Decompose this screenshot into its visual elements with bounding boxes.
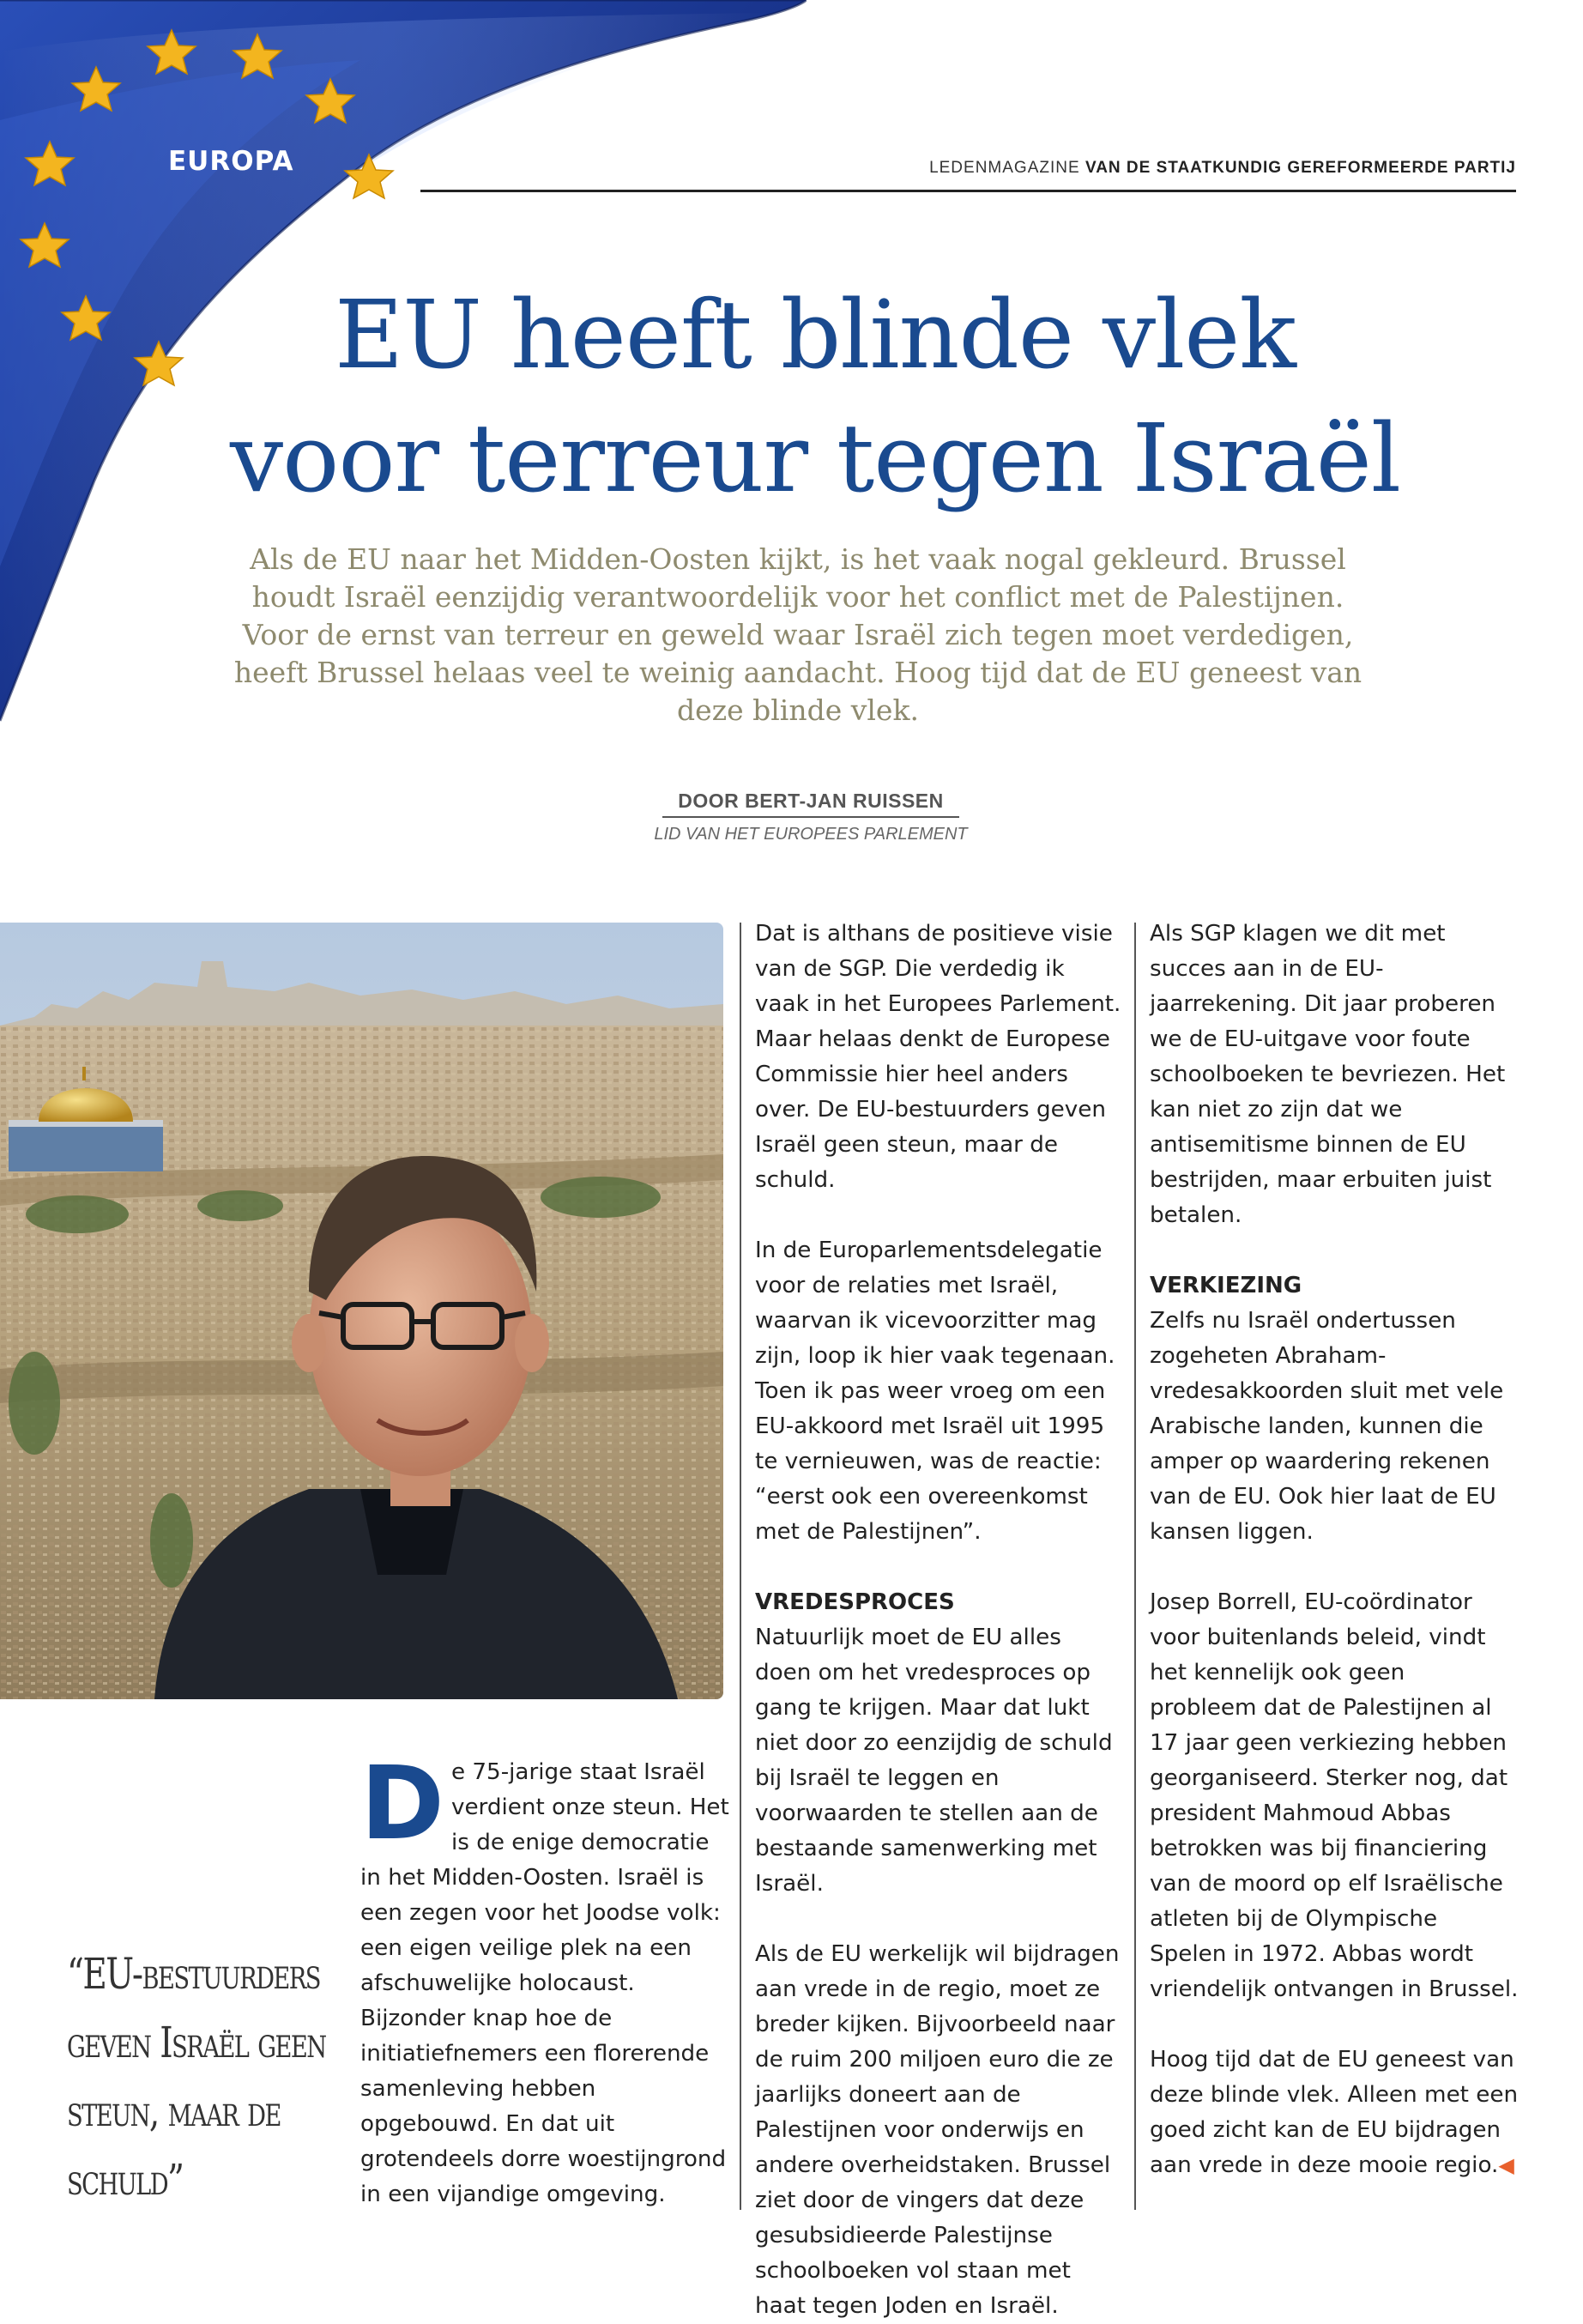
- end-of-article-icon: ◀: [1498, 2153, 1514, 2177]
- subheading-vredesproces: VREDESPROCES: [755, 1589, 955, 1615]
- article-paragraph-5: Als de EU werkelijk wil bijdragen aan vrede in de regio, moet ze breder kijken. Bijvoorbeeld naar de ruim 200 miljoen euro die ze jaarlijks doneert aan de Palestijnen voor onderwijs en andere overheidstaken. Brussel ziet door de vingers dat deze gesubsidieerde Palestijnse schoolboeken vol staan met haat tegen Joden en Israël.: [755, 1941, 1120, 2319]
- pull-quote-line-2: geven Israël geen: [67, 2018, 326, 2067]
- subheading-verkiezing: VERKIEZING: [1150, 1273, 1302, 1298]
- column-rule-1: [740, 923, 741, 2210]
- article-paragraph-8: Josep Borrell, EU-coördinator voor buitenlands beleid, vindt het kennelijk ook geen probleem dat de Palestijnen al 17 jaar geen verkiezing hebben georganiseerd. Sterker nog, dat president Mahmoud Abbas betrokken was bij financiering van de moord op elf Israëlische atleten bij de Olympische Spelen in 1972. Abbas wordt vriendelijk ontvangen in Brussel.: [1150, 1589, 1519, 2002]
- article-paragraph-1: De 75-jarige staat Israël verdient onze steun. Het is de enige democratie in het Midden-Oosten. Israël is een zegen voor het Joodse volk: een eigen veilige plek na een afschuwelijke holocaust. Bijzonder knap hoe de initiatiefnemers een florerende samenleving hebben opgebouwd. En dat uit grotendeels dorre woestijngrond in een vijandige omgeving.: [360, 1744, 729, 2207]
- article-photo: [0, 923, 723, 1699]
- headline-line-1: EU heeft blinde vlek: [334, 280, 1296, 390]
- column-rule-2: [1134, 923, 1136, 2210]
- section-label: EUROPA: [168, 146, 294, 177]
- article-paragraph-6: Als SGP klagen we dit met succes aan in de EU-jaarrekening. Dit jaar proberen we de EU-uitgave voor foute schoolboeken te bevriezen. Het kan niet zo zijn dat we antisemitisme binnen de EU bestrijden, maar erbuiten juist betalen.: [1150, 921, 1506, 1228]
- article-column-3: [1150, 881, 1519, 2183]
- author-name: DOOR BERT-JAN RUISSEN: [662, 790, 959, 818]
- masthead-prefix: LEDENMAGAZINE: [929, 159, 1080, 177]
- headline-line-2: voor terreur tegen Israël: [229, 403, 1401, 513]
- article-paragraph-2: Dat is althans de positieve visie van de SGP. Die verdedig ik vaak in het Europees Parlement. Maar helaas denkt de Europese Commissie hier heel anders over. De EU-bestuurders geven Israël geen steun, maar de schuld.: [755, 921, 1121, 1193]
- article-paragraph-3: In de Europarlementsdelegatie voor de relaties met Israël, waarvan ik vicevoorzitter mag zijn, loop ik hier vaak tegenaan. Toen ik pas weer vroeg om een EU-akkoord met Israël uit 1995 te vernieuwen, was de reactie: “eerst ook een overeenkomst met de Palestijnen”.: [755, 1238, 1115, 1545]
- drop-cap: D: [360, 1744, 444, 1862]
- masthead: [420, 159, 1516, 192]
- pull-quote-line-4: schuld”: [67, 2155, 184, 2205]
- pull-quote-line-3: steun, maar de: [67, 2086, 281, 2136]
- pull-quote-line-1: “EU-bestuurders: [67, 1949, 320, 1999]
- article-paragraph-4: Natuurlijk moet de EU alles doen om het vredesproces op gang te krijgen. Maar dat lukt niet door zo eenzijdig de schuld bij Israël te leggen en voorwaarden te stellen aan de bestaande samenwerking met Israël.: [755, 1625, 1113, 1897]
- byline: [601, 790, 1021, 844]
- article-column-2: [755, 917, 1124, 2324]
- masthead-party: VAN DE STAATKUNDIG GEREFORMEERDE PARTIJ: [1085, 159, 1516, 177]
- article-paragraph-7: Zelfs nu Israël ondertussen zogeheten Abraham-vredesakkoorden sluit met vele Arabische landen, kunnen die amper op waardering rekenen van de EU. Ook hier laat de EU kansen liggen.: [1150, 1308, 1504, 1545]
- article-column-1: [360, 1744, 729, 2212]
- article-intro: Als de EU naar het Midden-Oosten kijkt, is het vaak nogal gekleurd. Brussel houdt Israël eenzijdig verantwoordelijk voor het conflict met de Palestijnen. Voor de ernst van terreur en geweld waar Israël zich tegen moet verdedigen, heeft Brussel helaas veel te weinig aandacht. Hoog tijd dat de EU geneest van deze blinde vlek.: [233, 542, 1362, 727]
- article-headline: [154, 273, 1476, 520]
- author-role: LID VAN HET EUROPEES PARLEMENT: [654, 825, 968, 844]
- pull-quote: [67, 1940, 326, 2214]
- article-paragraph-9: Hoog tijd dat de EU geneest van deze blinde vlek. Alleen met een goed zicht kan de EU bijdragen aan vrede in deze mooie regio.◀: [1150, 2047, 1519, 2178]
